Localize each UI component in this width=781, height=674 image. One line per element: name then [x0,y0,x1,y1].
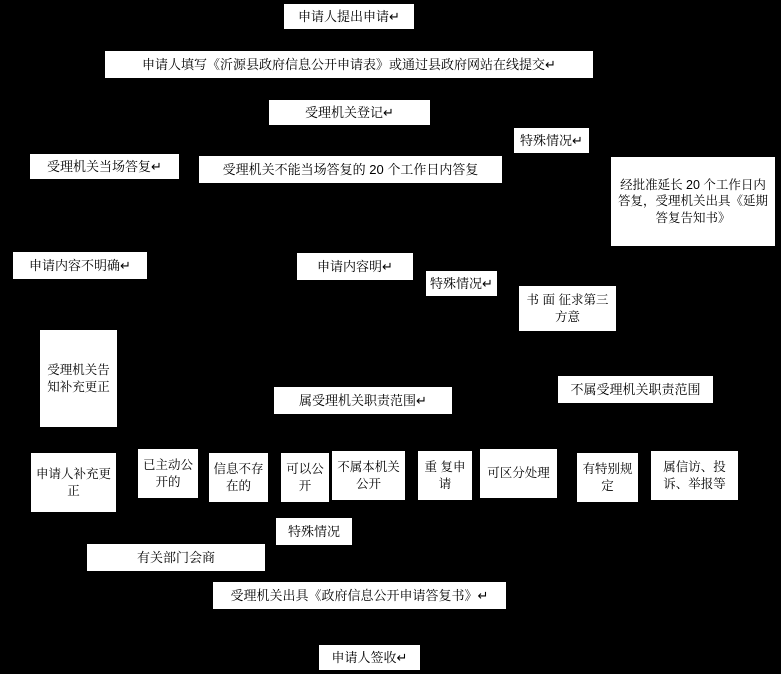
flow-node: 特殊情况↵ [425,270,498,297]
flow-node: 属信访、投诉、举报等 [650,450,739,501]
flow-node: 特殊情况↵ [513,127,590,154]
flow-node: 受理机关当场答复↵ [29,153,180,180]
flow-node: 受理机关登记↵ [268,99,431,126]
flow-node: 不属本机关公开 [331,450,406,501]
flow-node: 申请内容明↵ [296,252,414,281]
flow-node: 申请人填写《沂源县政府信息公开申请表》或通过县政府网站在线提交↵ [104,50,594,79]
flow-node: 特殊情况 [275,517,353,546]
flow-node: 已主动公开的 [137,448,199,499]
flow-node: 有特别规定 [576,452,639,503]
flow-node: 不属受理机关职责范围 [557,375,714,404]
flow-node: 经批准延长 20 个工作日内答复，受理机关出具《延期答复告知书》 [610,156,776,247]
flow-node: 受理机关出具《政府信息公开申请答复书》↵ [212,581,507,610]
flow-node: 可区分处理 [479,448,558,499]
flow-node: 申请内容不明确↵ [12,251,148,280]
flow-node: 申请人补充更正 [30,452,117,513]
flow-node: 重 复申请 [417,450,473,501]
flow-node: 信息不存在的 [208,452,269,503]
flow-node: 申请人签收↵ [318,644,421,671]
flow-node: 受理机关告知补充更正 [39,329,118,428]
flow-node: 可以公开 [280,452,330,503]
flow-node: 有关部门会商 [86,543,266,572]
flow-node: 受理机关不能当场答复的 20 个工作日内答复 [198,155,503,184]
flow-node: 属受理机关职责范围↵ [273,386,453,415]
flow-node: 申请人提出申请↵ [283,3,415,30]
flow-node: 书 面 征求第三方意 [518,285,617,332]
